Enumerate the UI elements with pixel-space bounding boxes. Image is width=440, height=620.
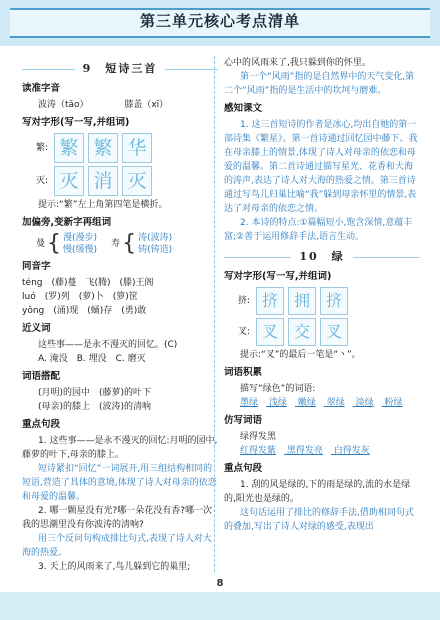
- imitation-word: 黑得发亮: [286, 446, 323, 456]
- imitation-example: 绿得发黑: [240, 432, 277, 442]
- character-grid: 挤: [256, 287, 284, 315]
- character-grid: 华: [122, 133, 152, 163]
- character-grid: 叉: [256, 318, 284, 346]
- derived-word: 慢(缓慢): [63, 245, 98, 255]
- synonym-options: A. 淹没 B. 埋没 C. 磨灭: [38, 354, 146, 364]
- section-title: 写对字形(写一写,并组词): [22, 117, 130, 128]
- derived-word: 涛(波涛): [138, 233, 173, 243]
- text-features: 2. 本诗的特点:①篇幅短小,饱含深情,意蕴丰富;②善于运用修辞手法,语言生动。: [224, 218, 413, 242]
- key-sentence: 3. 天上的风雨来了,鸟儿躲到它的巢里;: [38, 562, 191, 572]
- section-title: 读准字音: [22, 83, 61, 94]
- vocab-word: 浅绿: [268, 398, 287, 408]
- section-title: 重点句段: [224, 463, 263, 474]
- sentence-analysis: 短诗紧扣“回忆”一词展开,用三组结构相同的短语,营造了具体的意境,体现了诗人对母亲的依恋和母爱的温馨。: [22, 464, 217, 502]
- vocab-word: 墨绿: [240, 398, 259, 408]
- homophone-row: luó (罗)列 (萝)卜 (箩)筐: [22, 292, 138, 302]
- section-title: 同音字: [22, 261, 51, 272]
- write-hint: 提示:“叉”的最后一笔是“丶”。: [240, 350, 361, 360]
- character-grid: 繁: [88, 133, 118, 163]
- section-title: 写对字形(写一写,并组词): [224, 271, 332, 282]
- sentence-analysis: 这句话运用了排比的修辞手法,借助相同句式的叠加,写出了诗人对绿的感受,表现出: [224, 508, 414, 532]
- write-label: 挤:: [238, 296, 251, 306]
- imitation-list: [224, 444, 420, 458]
- pronunciation-item: 波涛（tāo）: [38, 100, 89, 110]
- character-grid: 灭: [122, 166, 152, 196]
- base-char: 曼: [36, 239, 46, 249]
- brace-icon: {: [122, 231, 137, 256]
- lesson-10-heading: [224, 250, 420, 264]
- collocation-row: (母亲)的膝上 (波涛)的清响: [38, 402, 152, 412]
- vocab-word: 淡绿: [355, 398, 374, 408]
- footer-band: [0, 592, 440, 620]
- vocab-word: 翠绿: [326, 398, 345, 408]
- unit-title: 第三单元核心考点清单: [139, 12, 300, 30]
- text-summary: 1. 这三首短诗的作者是冰心,均出自她的第一部诗集《繁星》。第一首诗通过回忆园中藤下、我在母亲膝上的情景,体现了诗人对母亲的依恋和母爱的温馨。第二首诗通过描写星光、花香和大海的涛声,表达了诗人对大海的热爱之情。第三首诗通过写鸟儿归巢比喻“我”躲到母亲怀里的情景,表达了对母亲的依恋之情。: [224, 120, 418, 214]
- key-sentence: 1. 刮的风是绿的,下的雨是绿的,流的水是绿的,阳光也是绿的。: [224, 480, 411, 504]
- key-sentence: 2. 哪一颗星没有光?哪一朵花没有香?哪一次我的思潮里没有你波涛的清响?: [22, 506, 213, 530]
- write-row-ji: [238, 287, 420, 315]
- lesson-10-title: 10 绿: [299, 250, 345, 263]
- add-radical-row: [36, 232, 218, 256]
- imitation-word: 白得发灰: [333, 446, 370, 456]
- synonym-question: 这些事——是永不漫灭的回忆。(C): [38, 340, 178, 350]
- right-column: [224, 56, 420, 534]
- section-title: 重点句段: [22, 419, 61, 430]
- header-band: [0, 0, 440, 46]
- character-grid: 消: [88, 166, 118, 196]
- collocation-row: (月明)的园中 (藤萝)的叶下: [38, 388, 152, 398]
- imitation-word: 红得发紫: [240, 446, 277, 456]
- section-title: 词语搭配: [22, 371, 61, 382]
- sentence-analysis: 第一个“风雨”指的是自然界中的天气变化,第二个“风雨”指的是生活中的坎坷与磨难。: [224, 72, 415, 96]
- section-title: 近义词: [22, 323, 51, 334]
- homophone-row: téng (藤)蔓 飞(腾) (滕)王阁: [22, 278, 154, 288]
- character-grid: 繁: [54, 133, 84, 163]
- section-title: 感知课文: [224, 103, 263, 114]
- sentence-analysis: 用三个反问句构成排比句式,表现了诗人对大海的热爱。: [22, 534, 212, 558]
- derived-word: 漫(漫步): [63, 233, 98, 243]
- key-sentence: 1. 这些事——是永不漫灭的回忆:月明的园中,藤萝的叶下,母亲的膝上。: [22, 436, 218, 460]
- section-title: 仿写词语: [224, 415, 263, 426]
- write-row-mie: [36, 166, 218, 196]
- key-sentence-continued: 心中的风雨来了,我只躲到你的怀里。: [224, 58, 371, 68]
- write-row-cha: [238, 318, 420, 346]
- homophone-row: yǒng (涌)现 (蛹)存 (勇)敢: [22, 306, 147, 316]
- left-column: [22, 56, 218, 574]
- vocab-word: 粉绿: [384, 398, 403, 408]
- pronunciation-row: [22, 98, 218, 112]
- section-title: 词语积累: [224, 367, 263, 378]
- vocab-word: 嫩绿: [297, 398, 316, 408]
- section-title: 加偏旁,变新字再组词: [22, 217, 112, 228]
- character-grid: 交: [288, 318, 316, 346]
- write-row-fan: [36, 133, 218, 163]
- pronunciation-item: 膝盖（xī）: [124, 100, 169, 110]
- write-label: 灭:: [36, 176, 49, 186]
- vocab-list: [224, 396, 420, 410]
- write-label: 繁:: [36, 143, 49, 153]
- lesson-9-heading: [22, 62, 218, 76]
- derived-word: 铸(铸造): [138, 245, 173, 255]
- character-grid: 叉: [320, 318, 348, 346]
- brace-icon: {: [47, 231, 62, 256]
- page-number: 8: [216, 578, 224, 589]
- character-grid: 灭: [54, 166, 84, 196]
- vocab-intro: 描写“绿色”的词语:: [240, 384, 316, 394]
- write-label: 叉:: [238, 327, 251, 337]
- character-grid: 挤: [320, 287, 348, 315]
- base-char: 寿: [111, 239, 121, 249]
- character-grid: 拥: [288, 287, 316, 315]
- write-hint: 提示:“繁”左上角第四笔是横折。: [38, 200, 168, 210]
- lesson-9-title: 9 短诗三首: [82, 62, 158, 75]
